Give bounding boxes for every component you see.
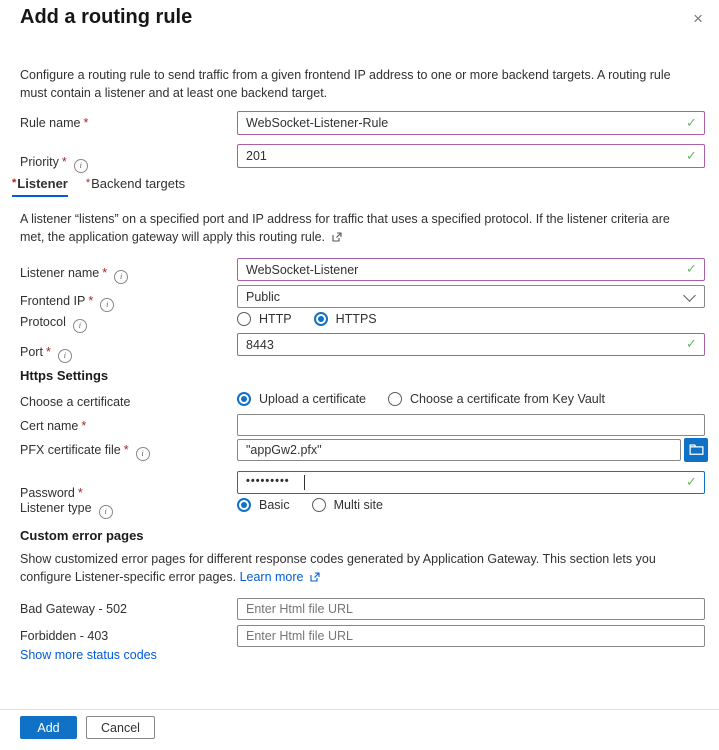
required-marker: * xyxy=(61,155,67,169)
tab-bar xyxy=(12,176,185,197)
password-masked-value: ••••••••• xyxy=(246,475,290,487)
folder-icon xyxy=(688,441,705,458)
https-settings-heading: Https Settings xyxy=(20,368,109,383)
info-icon[interactable]: i xyxy=(136,447,150,461)
valid-check-icon: ✓ xyxy=(686,261,697,276)
listener-name-label: Listener name * i xyxy=(20,266,128,284)
radio-upload-certificate-label: Upload a certificate xyxy=(259,392,367,406)
listener-type-label: Listener type i xyxy=(20,501,113,519)
protocol-radio-group xyxy=(237,312,391,326)
frontend-ip-value: Public xyxy=(246,290,281,304)
frontend-ip-label: Frontend IP * i xyxy=(20,294,114,312)
password-input[interactable] xyxy=(237,471,705,494)
info-icon[interactable]: i xyxy=(114,270,128,284)
custom-error-pages-description: Show customized error pages for different response codes generated by Application Gateway. This section lets you configure Listener-specific error pages. Learn more xyxy=(20,552,656,585)
priority-label: Priority * i xyxy=(20,155,88,173)
show-more-status-codes-link[interactable]: Show more status codes xyxy=(20,648,157,662)
protocol-label: Protocol i xyxy=(20,315,87,333)
valid-check-icon: ✓ xyxy=(686,148,697,163)
required-marker: * xyxy=(81,419,87,433)
radio-basic[interactable] xyxy=(237,498,251,512)
valid-check-icon: ✓ xyxy=(686,336,697,351)
radio-https-label: HTTPS xyxy=(335,312,377,326)
required-marker: * xyxy=(85,177,91,189)
bad-gateway-502-label: Bad Gateway - 502 xyxy=(20,602,128,616)
dialog-description: Configure a routing rule to send traffic from a given frontend IP address to one or more backend targets. A routing rule must contain a listener and at least one backend target. xyxy=(20,68,671,101)
priority-input[interactable] xyxy=(237,144,705,168)
text-cursor xyxy=(304,475,305,490)
info-icon[interactable]: i xyxy=(74,159,88,173)
listener-type-radio-group xyxy=(237,498,397,512)
info-icon[interactable]: i xyxy=(73,319,87,333)
listener-name-input[interactable] xyxy=(237,258,705,281)
pfx-file-label: PFX certificate file * i xyxy=(20,443,150,461)
frontend-ip-select[interactable] xyxy=(237,285,705,308)
pfx-file-input[interactable] xyxy=(237,439,681,461)
required-marker: * xyxy=(123,443,129,457)
cert-name-input[interactable] xyxy=(237,414,705,436)
external-link-icon xyxy=(332,232,342,242)
add-button[interactable]: Add xyxy=(20,716,77,739)
chevron-down-icon xyxy=(683,289,696,302)
radio-basic-label: Basic xyxy=(259,498,290,512)
radio-http-label: HTTP xyxy=(259,312,292,326)
radio-key-vault-certificate-label: Choose a certificate from Key Vault xyxy=(410,392,606,406)
learn-more-link[interactable]: Learn more xyxy=(239,570,304,585)
radio-http[interactable] xyxy=(237,312,251,326)
port-label: Port * i xyxy=(20,345,72,363)
choose-certificate-label: Choose a certificate xyxy=(20,395,131,409)
close-icon[interactable]: × xyxy=(693,9,703,28)
listener-description: A listener “listens” on a specified port and IP address for traffic that uses a specified protocol. If the listener criteria are met, the application gateway will apply this routing rule. xyxy=(20,212,670,245)
page-title: Add a routing rule xyxy=(20,6,193,28)
required-marker: * xyxy=(12,177,17,189)
cancel-button[interactable]: Cancel xyxy=(86,716,155,739)
forbidden-403-input[interactable] xyxy=(237,625,705,647)
browse-file-button[interactable] xyxy=(684,438,708,462)
required-marker: * xyxy=(83,116,89,130)
radio-multi-site[interactable] xyxy=(312,498,326,512)
footer-divider xyxy=(0,709,719,710)
tab-backend-targets[interactable]: *Backend targets xyxy=(85,176,186,191)
port-input[interactable] xyxy=(237,333,705,356)
password-label: Password * xyxy=(20,486,83,500)
radio-https[interactable] xyxy=(314,312,328,326)
info-icon[interactable]: i xyxy=(58,349,72,363)
info-icon[interactable]: i xyxy=(100,298,114,312)
required-marker: * xyxy=(45,345,51,359)
custom-error-pages-heading: Custom error pages xyxy=(20,528,144,543)
radio-key-vault-certificate[interactable] xyxy=(388,392,402,406)
bad-gateway-502-input[interactable] xyxy=(237,598,705,620)
rule-name-input[interactable] xyxy=(237,111,705,135)
info-icon[interactable]: i xyxy=(99,505,113,519)
required-marker: * xyxy=(77,486,83,500)
forbidden-403-label: Forbidden - 403 xyxy=(20,629,109,643)
cert-name-label: Cert name * xyxy=(20,419,87,433)
valid-check-icon: ✓ xyxy=(686,474,697,489)
required-marker: * xyxy=(102,266,108,280)
external-link-icon xyxy=(310,572,320,582)
radio-multi-site-label: Multi site xyxy=(333,498,383,512)
valid-check-icon: ✓ xyxy=(686,115,697,130)
choose-certificate-radio-group xyxy=(237,392,619,406)
required-marker: * xyxy=(88,294,94,308)
rule-name-label: Rule name * xyxy=(20,116,89,130)
radio-upload-certificate[interactable] xyxy=(237,392,251,406)
tab-listener[interactable]: *Listener xyxy=(12,176,68,197)
